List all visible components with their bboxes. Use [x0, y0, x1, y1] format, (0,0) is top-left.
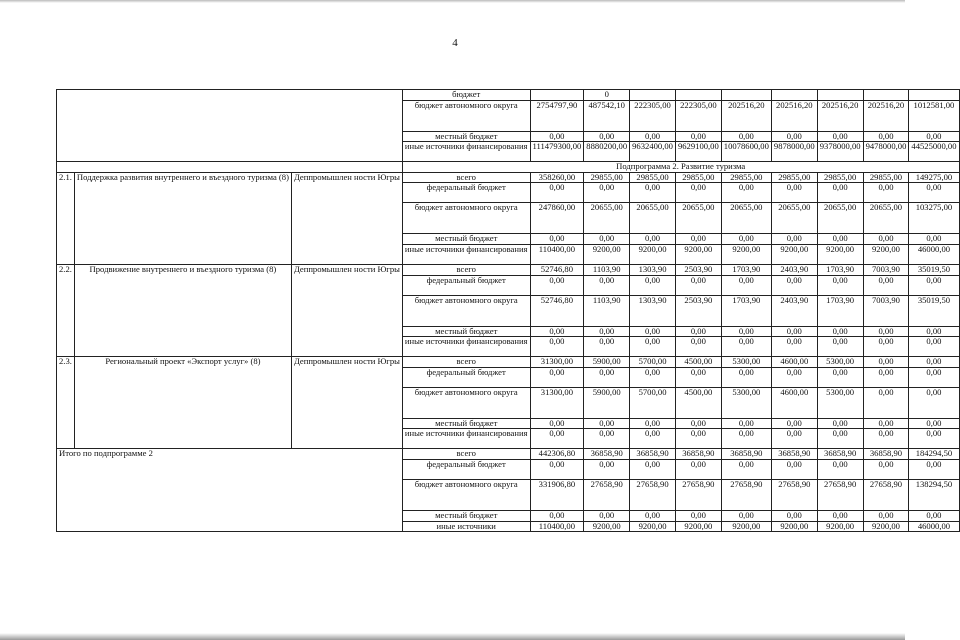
value-cell: 0,00 [584, 459, 630, 479]
value-cell: 0,00 [909, 418, 959, 429]
value-cell: 0,00 [630, 275, 676, 295]
value-cell: 9200,00 [863, 521, 909, 532]
value-cell: 0,00 [817, 326, 863, 337]
value-cell: 0,00 [721, 131, 771, 142]
value-cell: 0,00 [630, 510, 676, 521]
item-name: Продвижение внутреннего и въездного туризма (8) [74, 264, 291, 356]
value-cell: 1103,90 [584, 295, 630, 326]
value-cell: 0,00 [863, 418, 909, 429]
value-cell: 9629100,00 [675, 142, 721, 162]
value-cell: 0,00 [584, 510, 630, 521]
source-label: всего [402, 449, 530, 460]
value-cell: 27658,90 [721, 479, 771, 510]
value-cell: 27658,90 [675, 479, 721, 510]
item-number: 2.2. [57, 264, 75, 356]
source-label: всего [402, 264, 530, 275]
value-cell: 0,00 [630, 418, 676, 429]
value-cell: 5300,00 [721, 387, 771, 418]
source-label: местный бюджет [402, 510, 530, 521]
value-cell: 202516,20 [771, 100, 817, 131]
value-cell: 46000,00 [909, 521, 959, 532]
value-cell: 36858,90 [675, 449, 721, 460]
value-cell: 0,00 [584, 275, 630, 295]
value-cell: 0,00 [863, 367, 909, 387]
item-executor: Деппромышлен ности Югры [291, 172, 402, 264]
value-cell: 0,00 [630, 429, 676, 449]
value-cell: 20655,00 [771, 203, 817, 234]
value-cell: 44525000,00 [909, 142, 959, 162]
value-cell: 20655,00 [675, 203, 721, 234]
value-cell: 138294,50 [909, 479, 959, 510]
value-cell: 0,00 [817, 337, 863, 357]
value-cell: 0,00 [675, 510, 721, 521]
value-cell: 202516,20 [721, 100, 771, 131]
value-cell: 0,00 [721, 326, 771, 337]
table-row [57, 172, 960, 183]
value-cell: 0,00 [771, 326, 817, 337]
value-cell: 20655,00 [584, 203, 630, 234]
source-label: всего [402, 172, 530, 183]
value-cell: 5300,00 [817, 357, 863, 368]
value-cell: 0,00 [584, 326, 630, 337]
value-cell: 5300,00 [817, 387, 863, 418]
value-cell: 487542,10 [584, 100, 630, 131]
value-cell: 2503,90 [675, 295, 721, 326]
budget-table [56, 89, 960, 532]
value-cell: 2403,90 [771, 295, 817, 326]
value-cell: 202516,20 [863, 100, 909, 131]
value-cell: 36858,90 [817, 449, 863, 460]
value-cell: 442306,80 [530, 449, 584, 460]
source-label: федеральный бюджет [402, 459, 530, 479]
value-cell: 2754797,90 [530, 100, 584, 131]
value-cell: 8880200,00 [584, 142, 630, 162]
value-cell: 0,00 [771, 337, 817, 357]
value-cell: 0,00 [630, 459, 676, 479]
source-label: местный бюджет [402, 418, 530, 429]
value-cell: 0,00 [817, 418, 863, 429]
value-cell: 184294,50 [909, 449, 959, 460]
value-cell: 0,00 [863, 183, 909, 203]
item-number: 2.1. [57, 172, 75, 264]
value-cell [909, 90, 959, 101]
value-cell: 7003,90 [863, 264, 909, 275]
value-cell: 103275,00 [909, 203, 959, 234]
value-cell: 9200,00 [817, 244, 863, 264]
value-cell: 0,00 [909, 183, 959, 203]
value-cell: 0,00 [721, 367, 771, 387]
value-cell: 46000,00 [909, 244, 959, 264]
value-cell: 0,00 [817, 234, 863, 245]
value-cell: 0,00 [630, 367, 676, 387]
value-cell: 0,00 [675, 429, 721, 449]
value-cell: 4600,00 [771, 357, 817, 368]
source-label: иные источники [402, 521, 530, 532]
value-cell: 5700,00 [630, 357, 676, 368]
value-cell: 9200,00 [584, 521, 630, 532]
value-cell: 0,00 [863, 459, 909, 479]
value-cell: 20655,00 [630, 203, 676, 234]
source-label: всего [402, 357, 530, 368]
source-label: местный бюджет [402, 234, 530, 245]
value-cell: 29855,00 [863, 172, 909, 183]
value-cell: 0,00 [675, 418, 721, 429]
value-cell: 0,00 [584, 234, 630, 245]
value-cell: 9200,00 [675, 244, 721, 264]
value-cell: 0,00 [863, 337, 909, 357]
source-label: бюджет автономного округа [402, 100, 530, 131]
value-cell: 0,00 [863, 234, 909, 245]
value-cell: 36858,90 [584, 449, 630, 460]
value-cell: 9200,00 [630, 244, 676, 264]
value-cell: 1103,90 [584, 264, 630, 275]
value-cell: 0,00 [675, 337, 721, 357]
subprogram-header: Подпрограмма 2. Развитие туризма [402, 162, 959, 173]
value-cell: 9200,00 [771, 244, 817, 264]
value-cell: 0,00 [630, 234, 676, 245]
value-cell: 149275,00 [909, 172, 959, 183]
value-cell: 0,00 [675, 234, 721, 245]
value-cell: 1303,90 [630, 264, 676, 275]
value-cell [630, 90, 676, 101]
value-cell: 27658,90 [630, 479, 676, 510]
value-cell: 0,00 [530, 459, 584, 479]
value-cell: 9200,00 [863, 244, 909, 264]
value-cell: 0,00 [675, 459, 721, 479]
value-cell: 27658,90 [863, 479, 909, 510]
source-label: федеральный бюджет [402, 275, 530, 295]
value-cell: 0,00 [909, 387, 959, 418]
value-cell: 0,00 [530, 183, 584, 203]
value-cell: 0,00 [675, 275, 721, 295]
value-cell: 0,00 [909, 357, 959, 368]
value-cell: 27658,90 [817, 479, 863, 510]
value-cell: 0,00 [675, 131, 721, 142]
value-cell [530, 90, 584, 101]
value-cell: 0,00 [771, 459, 817, 479]
scan-edge-bottom [0, 633, 905, 640]
value-cell: 0,00 [675, 183, 721, 203]
value-cell: 0,00 [630, 337, 676, 357]
value-cell: 0,00 [909, 510, 959, 521]
value-cell: 0,00 [909, 275, 959, 295]
value-cell: 110400,00 [530, 244, 584, 264]
value-cell: 9200,00 [675, 521, 721, 532]
value-cell: 27658,90 [584, 479, 630, 510]
value-cell: 5300,00 [721, 357, 771, 368]
value-cell: 0,00 [584, 367, 630, 387]
value-cell: 7003,90 [863, 295, 909, 326]
value-cell: 36858,90 [771, 449, 817, 460]
value-cell: 0,00 [863, 131, 909, 142]
source-label: иные источники финансирования [402, 142, 530, 162]
table-row [57, 264, 960, 275]
value-cell: 36858,90 [721, 449, 771, 460]
value-cell: 9200,00 [817, 521, 863, 532]
source-label: бюджет автономного округа [402, 295, 530, 326]
value-cell: 36858,90 [863, 449, 909, 460]
value-cell: 35019,50 [909, 295, 959, 326]
value-cell [817, 90, 863, 101]
value-cell: 0,00 [863, 429, 909, 449]
value-cell: 4600,00 [771, 387, 817, 418]
value-cell: 9200,00 [721, 521, 771, 532]
value-cell: 29855,00 [771, 172, 817, 183]
value-cell: 222305,00 [630, 100, 676, 131]
source-label: иные источники финансирования [402, 337, 530, 357]
value-cell: 222305,00 [675, 100, 721, 131]
item-executor: Деппромышлен ности Югры [291, 264, 402, 356]
value-cell: 0,00 [909, 367, 959, 387]
value-cell: 0,00 [530, 275, 584, 295]
value-cell: 0,00 [817, 275, 863, 295]
value-cell: 0,00 [817, 510, 863, 521]
source-label: бюджет автономного округа [402, 387, 530, 418]
value-cell: 0,00 [721, 418, 771, 429]
value-cell: 9200,00 [584, 244, 630, 264]
value-cell: 0,00 [675, 367, 721, 387]
value-cell: 20655,00 [817, 203, 863, 234]
item-executor: Деппромышлен ности Югры [291, 357, 402, 449]
value-cell: 5900,00 [584, 357, 630, 368]
value-cell [771, 90, 817, 101]
value-cell: 0,00 [771, 418, 817, 429]
value-cell: 0,00 [584, 131, 630, 142]
value-cell: 0,00 [630, 183, 676, 203]
value-cell: 0 [584, 90, 630, 101]
value-cell: 0,00 [909, 234, 959, 245]
value-cell: 0,00 [584, 418, 630, 429]
value-cell: 0,00 [530, 367, 584, 387]
source-label: местный бюджет [402, 326, 530, 337]
value-cell: 202516,20 [817, 100, 863, 131]
value-cell [675, 90, 721, 101]
value-cell: 0,00 [863, 357, 909, 368]
value-cell: 29855,00 [630, 172, 676, 183]
value-cell: 10078600,00 [721, 142, 771, 162]
table-row [57, 90, 960, 101]
value-cell: 358260,00 [530, 172, 584, 183]
value-cell: 0,00 [771, 510, 817, 521]
value-cell: 0,00 [771, 275, 817, 295]
source-label: федеральный бюджет [402, 183, 530, 203]
value-cell: 0,00 [584, 429, 630, 449]
value-cell: 20655,00 [721, 203, 771, 234]
source-label: бюджет автономного округа [402, 203, 530, 234]
value-cell: 0,00 [771, 234, 817, 245]
value-cell: 111479300,00 [530, 142, 584, 162]
value-cell: 31300,00 [530, 357, 584, 368]
value-cell: 0,00 [771, 183, 817, 203]
value-cell: 0,00 [771, 131, 817, 142]
value-cell: 35019,50 [909, 264, 959, 275]
blank-cell [57, 162, 403, 173]
value-cell: 4500,00 [675, 387, 721, 418]
value-cell: 0,00 [817, 367, 863, 387]
value-cell: 0,00 [721, 429, 771, 449]
value-cell: 29855,00 [584, 172, 630, 183]
value-cell: 0,00 [863, 510, 909, 521]
continuation-cell [57, 90, 403, 162]
item-name: Региональный проект «Экспорт услуг» (8) [74, 357, 291, 449]
source-label: бюджет автономного округа [402, 479, 530, 510]
value-cell: 0,00 [530, 131, 584, 142]
value-cell: 0,00 [817, 131, 863, 142]
value-cell: 9200,00 [771, 521, 817, 532]
value-cell: 1703,90 [817, 264, 863, 275]
value-cell: 20655,00 [863, 203, 909, 234]
value-cell: 0,00 [817, 459, 863, 479]
value-cell: 0,00 [530, 418, 584, 429]
value-cell: 29855,00 [721, 172, 771, 183]
value-cell: 0,00 [721, 459, 771, 479]
total-label: Итого по подпрограмме 2 [57, 449, 403, 532]
value-cell: 0,00 [721, 234, 771, 245]
table-row [57, 449, 960, 460]
value-cell: 1303,90 [630, 295, 676, 326]
value-cell: 2403,90 [771, 264, 817, 275]
value-cell: 0,00 [530, 429, 584, 449]
value-cell [863, 90, 909, 101]
value-cell: 0,00 [817, 183, 863, 203]
value-cell: 9632400,00 [630, 142, 676, 162]
item-name: Поддержка развития внутреннего и въездного туризма (8) [74, 172, 291, 264]
value-cell: 0,00 [771, 367, 817, 387]
item-number: 2.3. [57, 357, 75, 449]
value-cell: 1703,90 [817, 295, 863, 326]
value-cell: 0,00 [530, 510, 584, 521]
value-cell: 5900,00 [584, 387, 630, 418]
value-cell: 0,00 [584, 183, 630, 203]
value-cell: 0,00 [909, 337, 959, 357]
value-cell: 0,00 [909, 429, 959, 449]
value-cell: 0,00 [863, 326, 909, 337]
value-cell: 29855,00 [817, 172, 863, 183]
table-row [57, 357, 960, 368]
value-cell: 0,00 [721, 275, 771, 295]
value-cell: 0,00 [863, 387, 909, 418]
value-cell: 4500,00 [675, 357, 721, 368]
source-label: иные источники финансирования [402, 429, 530, 449]
value-cell: 110400,00 [530, 521, 584, 532]
value-cell: 0,00 [584, 337, 630, 357]
value-cell: 1012581,00 [909, 100, 959, 131]
value-cell: 0,00 [909, 131, 959, 142]
value-cell: 9478000,00 [863, 142, 909, 162]
value-cell: 0,00 [909, 459, 959, 479]
value-cell: 52746,80 [530, 295, 584, 326]
value-cell: 0,00 [909, 326, 959, 337]
value-cell: 0,00 [630, 326, 676, 337]
value-cell: 247860,00 [530, 203, 584, 234]
value-cell: 27658,90 [771, 479, 817, 510]
value-cell: 0,00 [771, 429, 817, 449]
source-label: бюджет [402, 90, 530, 101]
value-cell: 331906,80 [530, 479, 584, 510]
value-cell: 0,00 [721, 183, 771, 203]
value-cell: 29855,00 [675, 172, 721, 183]
value-cell: 9878000,00 [771, 142, 817, 162]
value-cell: 1703,90 [721, 264, 771, 275]
value-cell: 0,00 [721, 510, 771, 521]
value-cell: 9378000,00 [817, 142, 863, 162]
value-cell: 0,00 [721, 337, 771, 357]
value-cell: 52746,80 [530, 264, 584, 275]
value-cell: 0,00 [530, 337, 584, 357]
value-cell: 36858,90 [630, 449, 676, 460]
value-cell: 2503,90 [675, 264, 721, 275]
source-label: федеральный бюджет [402, 367, 530, 387]
value-cell: 1703,90 [721, 295, 771, 326]
source-label: иные источники финансирования [402, 244, 530, 264]
value-cell: 31300,00 [530, 387, 584, 418]
value-cell: 0,00 [863, 275, 909, 295]
value-cell [721, 90, 771, 101]
value-cell: 9200,00 [630, 521, 676, 532]
source-label: местный бюджет [402, 131, 530, 142]
value-cell: 5700,00 [630, 387, 676, 418]
scan-edge-top [0, 0, 905, 3]
page-number: 4 [452, 37, 458, 49]
value-cell: 0,00 [530, 326, 584, 337]
value-cell: 9200,00 [721, 244, 771, 264]
value-cell: 0,00 [817, 429, 863, 449]
value-cell: 0,00 [630, 131, 676, 142]
subprogram-header-row [57, 162, 960, 173]
value-cell: 0,00 [675, 326, 721, 337]
value-cell: 0,00 [530, 234, 584, 245]
